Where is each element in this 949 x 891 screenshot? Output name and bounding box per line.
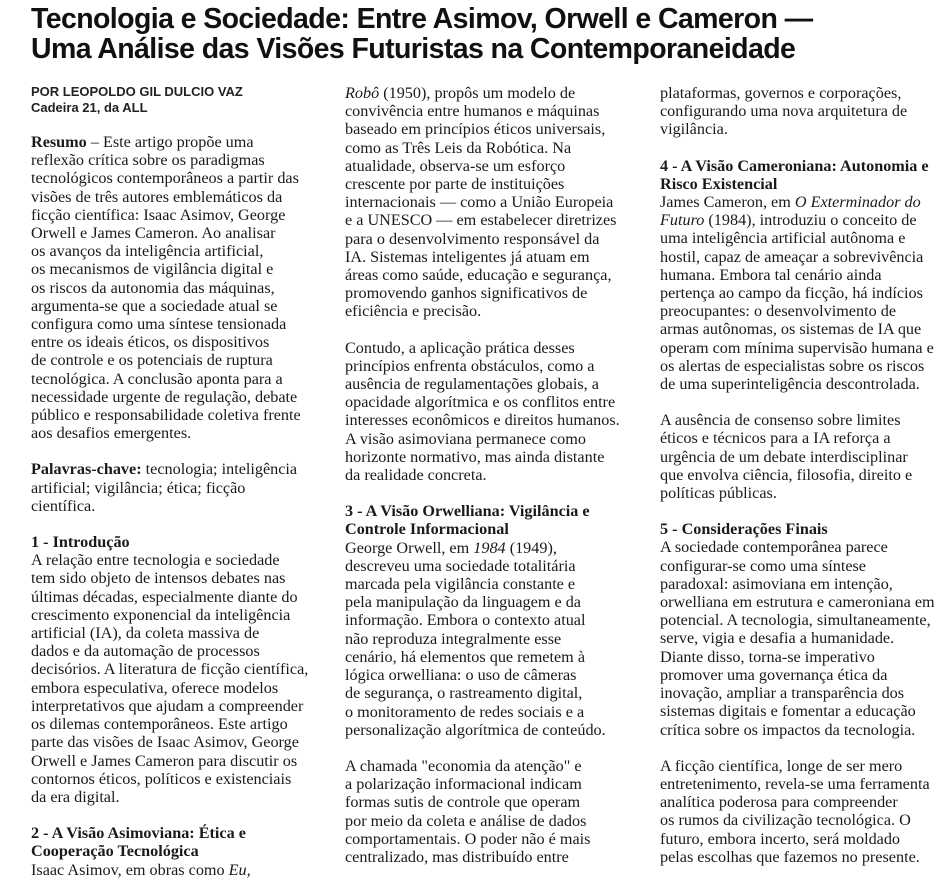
section-3-line: a polarização informacional indicam <box>345 775 582 794</box>
section-5-line: inovação, ampliar a transparência dos <box>660 684 905 703</box>
section-4-line: preocupantes: o desenvolvimento de <box>660 302 896 321</box>
section-2-line: áreas como saúde, educação e segurança, <box>345 266 612 285</box>
section-3-line: não reproduza integralmente esse <box>345 629 562 648</box>
section-1-line: interpretativos que ajudam a compreender <box>31 696 304 715</box>
section-1-line: contornos éticos, políticos e existenciais <box>31 769 292 788</box>
book-title: Robô <box>345 84 380 102</box>
section-5-line: sistemas digitais e fomentar a educação <box>660 702 916 721</box>
title-line-2: Uma Análise das Visões Futuristas na Contemporaneidade <box>31 33 796 65</box>
section-3-heading: Controle Informacional <box>345 520 509 539</box>
section-2-line: da realidade concreta. <box>345 466 487 485</box>
section-4-heading: Risco Existencial <box>660 174 778 193</box>
section-3-line: George Orwell, em <box>345 538 474 557</box>
section-4-line: A ausência de consenso sobre limites <box>660 411 901 430</box>
section-3-line: plataformas, governos e corporações, <box>660 84 902 102</box>
section-3-line: cenário, há elementos que remetem à <box>345 647 585 666</box>
section-2-line: e a UNESCO — em estabelecer diretrizes <box>345 211 617 230</box>
section-2-line: para o desenvolvimento responsável da <box>345 229 600 248</box>
section-2-line: A visão asimoviana permanece como <box>345 429 586 448</box>
byline <box>31 84 316 115</box>
abstract-line: de controle e os potenciais de ruptura <box>31 351 273 370</box>
section-2-line: convivência entre humanos e máquinas <box>345 102 600 121</box>
section-2-line: eficiência e precisão. <box>345 302 482 321</box>
section-1-line: parte das visões de Isaac Asimov, George <box>31 733 299 752</box>
section-1-line: da era digital. <box>31 787 120 806</box>
section-5-line: analítica poderosa para compreender <box>660 793 898 812</box>
abstract-line: os avanços da inteligência artificial, <box>31 242 264 261</box>
section-4-heading: 4 - A Visão Cameroniana: Autonomia e <box>660 156 929 175</box>
section-3-line: centralizado, mas distribuído entre <box>345 847 569 866</box>
section-2-paragraph-2 <box>345 339 635 485</box>
section-5-line: Diante disso, torna-se imperativo <box>660 647 875 666</box>
section-5-line: futuro, embora incerto, será moldado <box>660 829 901 848</box>
section-1-line: A relação entre tecnologia e sociedade <box>31 551 280 570</box>
section-3-line: lógica orwelliana: o uso de câmeras <box>345 666 577 685</box>
section-3 <box>345 502 635 739</box>
abstract-line: entre os ideais éticos, os dispositivos <box>31 333 270 352</box>
section-2-line: (1950), propôs um modelo de <box>379 84 576 102</box>
section-5-paragraph-2 <box>660 757 946 866</box>
section-3-line: o monitoramento de redes sociais e a <box>345 702 585 721</box>
section-1 <box>31 533 316 806</box>
section-4 <box>660 157 946 394</box>
section-5-line: paradoxal: asimoviana em intenção, <box>660 574 893 593</box>
section-3-line: A chamada "economia da atenção" e <box>345 756 582 775</box>
keywords-line: tecnologia; inteligência <box>141 460 298 479</box>
section-2-line: princípios enfrenta obstáculos, como a <box>345 356 595 375</box>
section-5 <box>660 520 946 738</box>
article-title <box>31 4 943 64</box>
section-1-line: artificial (IA), da coleta massiva de <box>31 624 260 643</box>
section-3-line: vigilância. <box>660 120 728 139</box>
affiliation: Cadeira 21, da ALL <box>31 99 148 115</box>
section-3-line: comportamentais. O poder não é mais <box>345 829 591 848</box>
section-4-line: James Cameron, em <box>660 193 795 212</box>
section-4-line: de uma superinteligência descontrolada. <box>660 375 920 394</box>
abstract-line: argumenta-se que a sociedade atual se <box>31 296 278 315</box>
section-4-line: os alertas de especialistas sobre os riscos <box>660 356 925 375</box>
abstract-line: – Este artigo propõe uma <box>86 133 254 151</box>
abstract-line: ficção científica: Isaac Asimov, George <box>31 205 286 224</box>
section-4-line: éticos e técnicos para a IA reforça a <box>660 429 891 448</box>
abstract-line: os mecanismos de vigilância digital e <box>31 260 274 279</box>
column-3 <box>660 84 946 866</box>
section-2-heading: Cooperação Tecnológica <box>31 842 199 861</box>
section-5-line: A sociedade contemporânea parece <box>660 538 888 557</box>
section-3-line: informação. Embora o contexto atual <box>345 611 586 630</box>
column-2 <box>345 84 635 866</box>
abstract-line: público e responsabilidade coletiva frente <box>31 406 301 425</box>
abstract-line: tecnológica. A conclusão aponta para a <box>31 369 283 388</box>
section-2-line: como as Três Leis da Robótica. Na <box>345 138 572 157</box>
section-5-heading: 5 - Considerações Finais <box>660 520 828 539</box>
section-2-heading: 2 - A Visão Asimoviana: Ética e <box>31 824 246 843</box>
section-5-line: configurar-se como uma síntese <box>660 556 866 575</box>
section-5-line: A ficção científica, longe de ser mero <box>660 756 903 775</box>
section-3-line: configurando uma nova arquitetura de <box>660 102 908 121</box>
section-1-heading: 1 - Introdução <box>31 533 130 552</box>
keywords-line: artificial; vigilância; ética; ficção <box>31 478 246 497</box>
keywords-line: científica. <box>31 496 96 515</box>
abstract-line: configura como uma síntese tensionada <box>31 315 287 334</box>
section-4-line: hostil, capaz de ameaçar a sobrevivência <box>660 247 924 266</box>
section-2-line: atualidade, observa-se um esforço <box>345 156 566 175</box>
section-2-line: opacidade algorítmica e os conflitos entre <box>345 393 616 412</box>
section-2-line: Contudo, a aplicação prática desses <box>345 338 575 357</box>
book-title: 1984 <box>473 538 506 557</box>
section-5-line: orwelliana em estrutura e cameroniana em <box>660 593 935 612</box>
abstract-line: tecnológicos contemporâneos a partir das <box>31 169 299 188</box>
section-1-line: embora especulativa, oferece modelos <box>31 678 279 697</box>
section-4-line: uma inteligência artificial autônoma e <box>660 229 906 248</box>
section-1-line: últimas décadas, especialmente diante do <box>31 587 298 606</box>
abstract <box>31 133 316 442</box>
abstract-line: os riscos da autonomia das máquinas, <box>31 278 275 297</box>
abstract-label: Resumo <box>31 133 87 151</box>
section-3-line: personalização algorítmica de conteúdo. <box>345 720 606 739</box>
keywords-label: Palavras-chave: <box>31 460 142 479</box>
section-2-body <box>345 84 635 321</box>
abstract-line: Orwell e James Cameron. Ao analisar <box>31 224 276 243</box>
section-2-line: baseado em princípios éticos universais, <box>345 120 606 139</box>
section-5-line: potencial. A tecnologia, simultaneamente, <box>660 611 931 630</box>
section-3-heading: 3 - A Visão Orwelliana: Vigilância e <box>345 502 590 521</box>
book-title: Eu, <box>228 860 251 879</box>
section-2-line: ausência de regulamentações globais, a <box>345 375 599 394</box>
section-5-line: pelas escolhas que fazemos no presente. <box>660 847 920 866</box>
section-5-line: os rumos da civilização tecnológica. O <box>660 811 911 830</box>
section-3-line: descreveu uma sociedade totalitária <box>345 556 576 575</box>
section-4-line: operam com mínima supervisão humana e <box>660 338 934 357</box>
section-3-paragraph-2 <box>345 757 635 866</box>
section-2-line: internacionais — como a União Europeia <box>345 193 614 212</box>
section-2-start <box>31 824 316 879</box>
section-3-line: por meio da coleta e análise de dados <box>345 811 587 830</box>
section-5-line: entretenimento, revela-se uma ferramenta <box>660 774 930 793</box>
film-title: O Exterminador do <box>794 193 921 212</box>
section-4-line: humana. Embora tal cenário ainda <box>660 265 882 284</box>
section-2-line: crescente por parte de instituições <box>345 175 565 194</box>
section-2-line: horizonte normativo, mas ainda distante <box>345 447 605 466</box>
section-4-line: armas autônomas, os sistemas de IA que <box>660 320 922 339</box>
section-5-line: serve, vigia e desafia a humanidade. <box>660 629 895 648</box>
section-4-line: pertença ao campo da ficção, há indícios <box>660 284 923 303</box>
section-3-line: pela manipulação da linguagem e da <box>345 593 581 612</box>
abstract-line: necessidade urgente de regulação, debate <box>31 387 298 406</box>
section-3-line: marcada pela vigilância constante e <box>345 575 576 594</box>
section-4-line: que envolva ciência, filosofia, direito e <box>660 465 913 484</box>
section-1-line: os dilemas contemporâneos. Este artigo <box>31 715 288 734</box>
section-4-line: (1984), introduziu o conceito de <box>704 211 917 230</box>
section-3-line: de segurança, o rastreamento digital, <box>345 684 583 703</box>
section-2-line: IA. Sistemas inteligentes já atuam em <box>345 247 590 266</box>
section-5-line: crítica sobre os impactos da tecnologia. <box>660 720 916 739</box>
section-4-line: urgência de um debate interdisciplinar <box>660 447 908 466</box>
section-1-line: tem sido objeto de intensos debates nas <box>31 569 286 588</box>
author: POR LEOPOLDO GIL DULCIO VAZ <box>31 84 243 99</box>
section-1-line: Orwell e James Cameron para discutir os <box>31 751 298 770</box>
column-1 <box>31 84 316 879</box>
abstract-line: visões de três autores emblemáticos da <box>31 187 283 206</box>
section-1-line: crescimento exponencial da inteligência <box>31 605 291 624</box>
section-3-line: formas sutis de controle que operam <box>345 793 581 812</box>
section-4-line: políticas públicas. <box>660 484 777 503</box>
section-1-line: decisórios. A literatura de ficção científica, <box>31 660 309 679</box>
title-line-1: Tecnologia e Sociedade: Entre Asimov, Orwell e Cameron — <box>31 3 813 35</box>
section-3-line: (1949), <box>505 538 557 557</box>
abstract-line: aos desafios emergentes. <box>31 424 192 443</box>
section-5-line: promover uma governança ética da <box>660 665 888 684</box>
keywords <box>31 460 316 515</box>
section-4-paragraph-2 <box>660 411 946 502</box>
film-title: Futuro <box>660 211 705 230</box>
section-3-continued <box>660 84 946 139</box>
abstract-line: reflexão crítica sobre os paradigmas <box>31 151 265 170</box>
section-2-line: Isaac Asimov, em obras como <box>31 860 229 879</box>
section-2-line: interesses econômicos e direitos humanos. <box>345 411 620 430</box>
section-2-line: promovendo ganhos significativos de <box>345 284 588 303</box>
section-1-line: dados e da automação de processos <box>31 642 260 661</box>
